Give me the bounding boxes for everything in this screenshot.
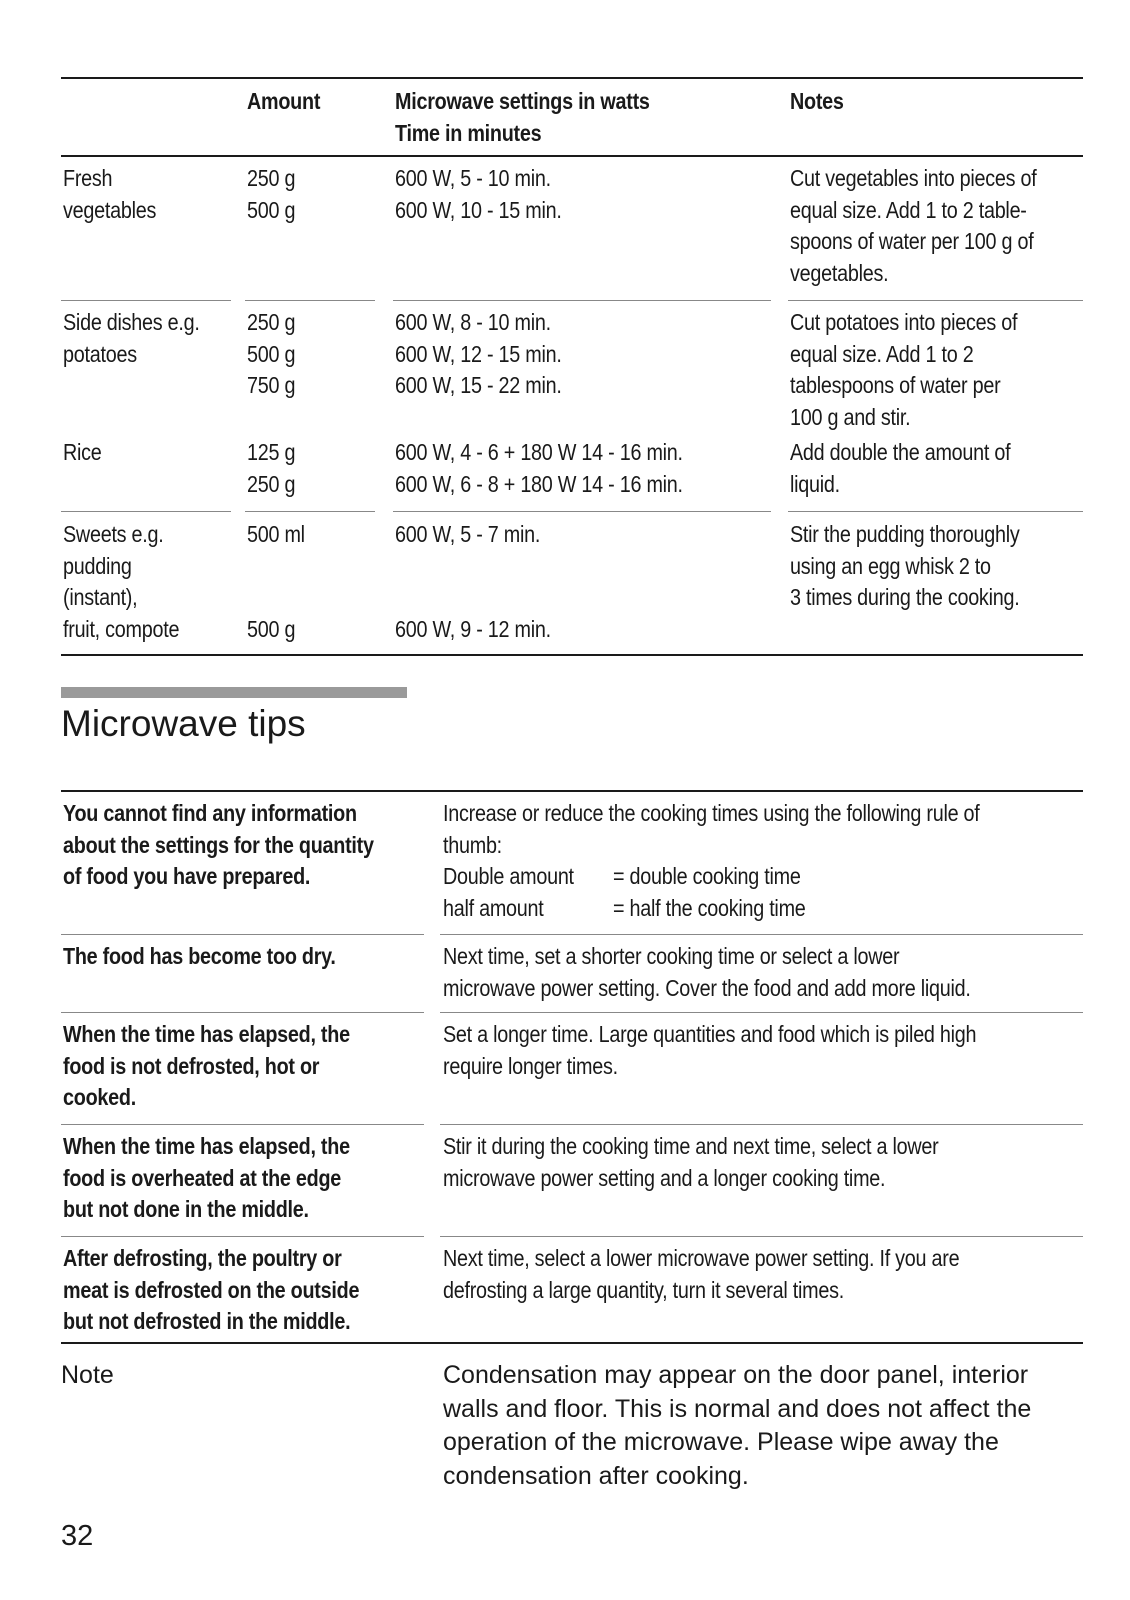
row-divider — [61, 300, 231, 301]
sweets-settings-1: 600 W, 5 - 7 min. — [395, 521, 541, 547]
tip-solution: Set a longer time. Large quantities and food which is piled high require longer times. — [443, 1021, 977, 1079]
rice-food: Rice — [63, 439, 102, 465]
rule-label: Double amount half amount — [443, 863, 574, 921]
row-divider — [393, 511, 771, 512]
tip-problem: After defrosting, the poultry or meat is defrosted on the outside but not defrosted in the middle. — [63, 1245, 360, 1334]
side-food: Side dishes e.g. potatoes — [63, 309, 200, 367]
row-divider — [61, 1236, 424, 1237]
table-header-rule — [61, 155, 1083, 157]
sweets-amount-2: 500 g — [247, 616, 296, 642]
sweets-food: Sweets e.g. pudding (instant), fruit, compote — [63, 521, 180, 642]
tip-problem: You cannot find any information about the settings for the quantity of food you have prepared. — [63, 800, 374, 889]
tips-bottom-rule — [61, 1342, 1083, 1344]
section-heading-bar — [61, 687, 407, 698]
row-divider — [61, 934, 424, 935]
row-divider — [61, 511, 231, 512]
rule-value: = double cooking time = half the cooking time — [613, 863, 806, 921]
row-divider — [788, 511, 1083, 512]
row-divider — [440, 1236, 1083, 1237]
fresh-settings: 600 W, 5 - 10 min. 600 W, 10 - 15 min. — [395, 165, 562, 223]
fresh-food: Fresh vegetables — [63, 165, 157, 223]
side-notes: Cut potatoes into pieces of equal size. Add 1 to 2 tablespoons of water per 100 g and stir. — [790, 309, 1018, 430]
row-divider — [245, 511, 375, 512]
tips-top-rule — [61, 790, 1083, 792]
tip-problem: When the time has elapsed, the food is not defrosted, hot or cooked. — [63, 1021, 350, 1110]
note-text: Condensation may appear on the door panel, interior walls and floor. This is normal and does not affect the operation of the microwave. Please wipe away the condensation after cooking. — [443, 1361, 1032, 1490]
tip-solution: Next time, set a shorter cooking time or select a lower microwave power setting. Cover the food and add more liquid. — [443, 943, 971, 1001]
row-divider — [788, 300, 1083, 301]
row-divider — [393, 300, 771, 301]
row-divider — [440, 1012, 1083, 1013]
page-number: 32 — [61, 1520, 94, 1552]
row-divider — [61, 1012, 424, 1013]
tip-problem: The food has become too dry. — [63, 943, 336, 969]
rice-settings: 600 W, 4 - 6 + 180 W 14 - 16 min. 600 W, 6 - 8 + 180 W 14 - 16 min. — [395, 439, 683, 497]
sweets-notes: Stir the pudding thoroughly using an egg whisk 2 to 3 times during the cooking. — [790, 521, 1020, 610]
header-settings: Microwave settings in watts Time in minutes — [395, 88, 650, 146]
table-bottom-rule — [61, 654, 1083, 656]
fresh-notes: Cut vegetables into pieces of equal size. Add 1 to 2 table- spoons of water per 100 g of vegetables. — [790, 165, 1037, 286]
row-divider — [61, 1124, 424, 1125]
sweets-amount-1: 500 ml — [247, 521, 305, 547]
row-divider — [245, 300, 375, 301]
sweets-settings-2: 600 W, 9 - 12 min. — [395, 616, 551, 642]
tip-solution: Stir it during the cooking time and next time, select a lower microwave power setting and a longer cooking time. — [443, 1133, 939, 1191]
note-label: Note — [61, 1361, 114, 1389]
table-top-rule — [61, 77, 1083, 79]
header-amount: Amount — [247, 88, 321, 114]
fresh-amount: 250 g 500 g — [247, 165, 296, 223]
side-settings: 600 W, 8 - 10 min. 600 W, 12 - 15 min. 600 W, 15 - 22 min. — [395, 309, 562, 398]
row-divider — [440, 1124, 1083, 1125]
section-heading: Microwave tips — [61, 703, 306, 744]
tip-solution: Next time, select a lower microwave power setting. If you are defrosting a large quantity, turn it several times. — [443, 1245, 960, 1303]
rice-notes: Add double the amount of liquid. — [790, 439, 1011, 497]
row-divider — [440, 934, 1083, 935]
side-amount: 250 g 500 g 750 g — [247, 309, 296, 398]
header-notes: Notes — [790, 88, 844, 114]
tip-solution: Increase or reduce the cooking times using the following rule of thumb: — [443, 800, 980, 858]
rice-amount: 125 g 250 g — [247, 439, 296, 497]
tip-problem: When the time has elapsed, the food is overheated at the edge but not done in the middle. — [63, 1133, 350, 1222]
